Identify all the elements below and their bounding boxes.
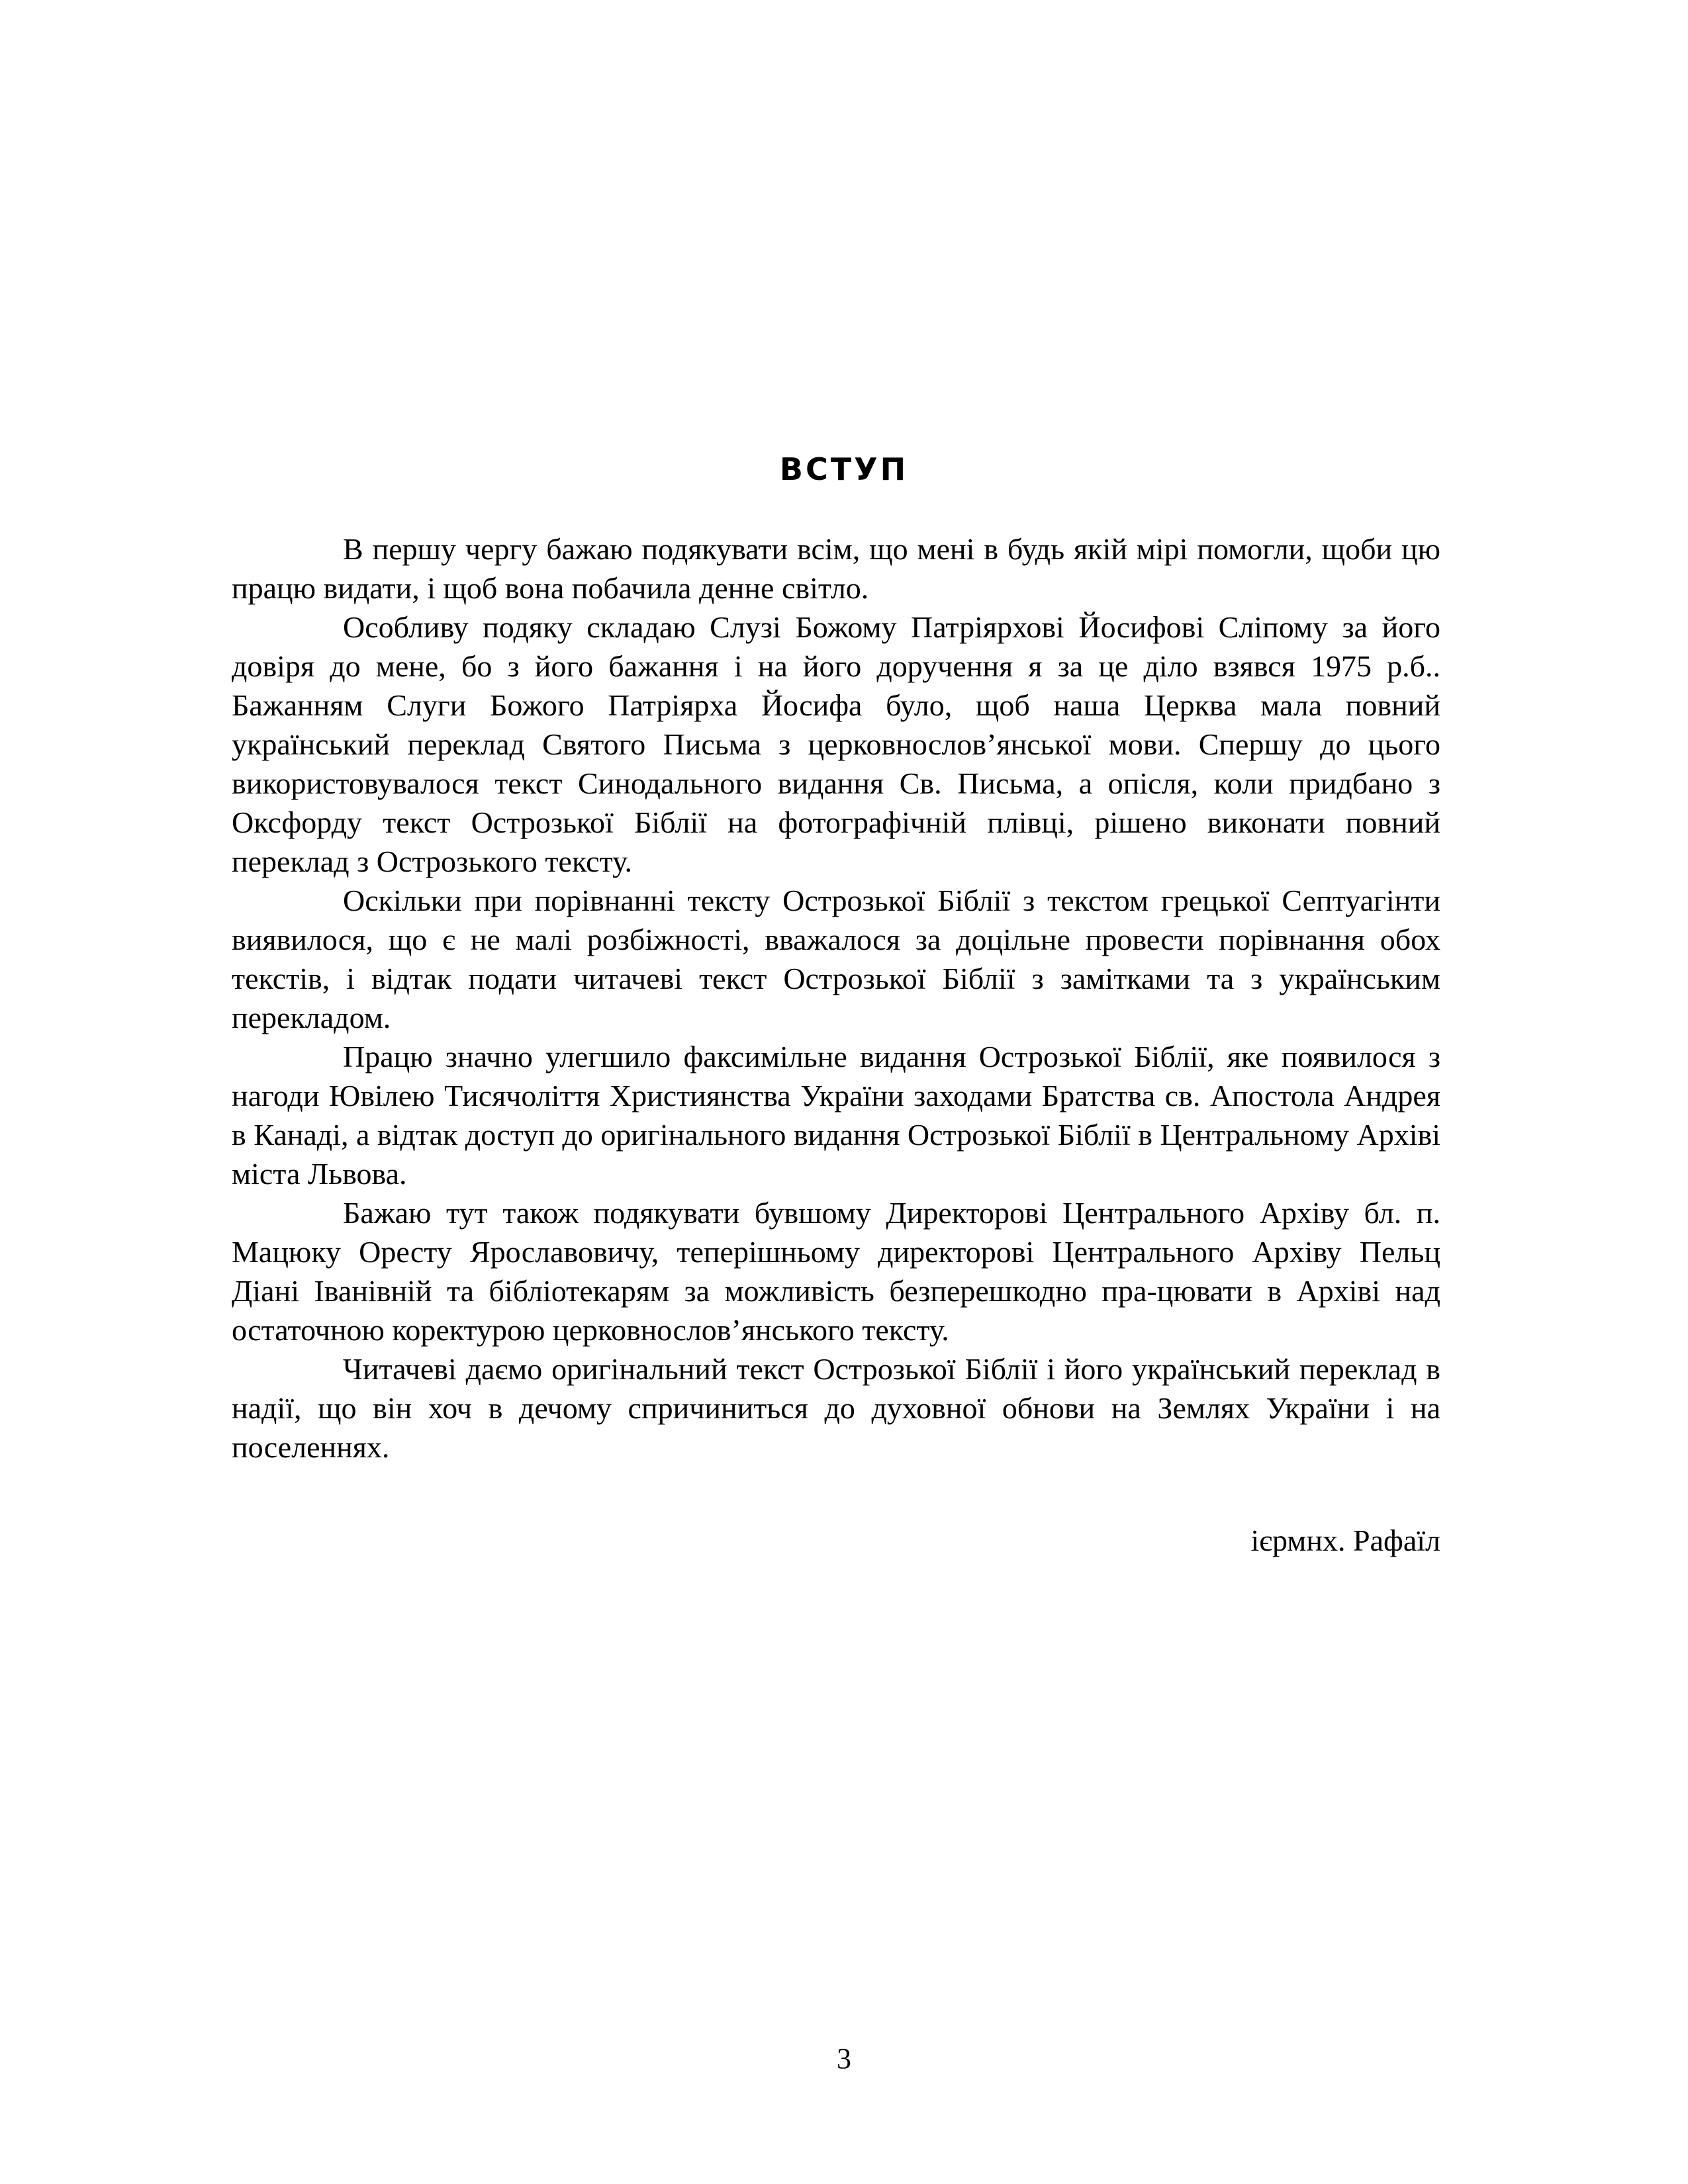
paragraph: В першу чергу бажаю подякувати всім, що мені в будь якій мірі помогли, щоби цю працю видати, і щоб вона побачила денне світло. bbox=[232, 532, 1440, 605]
paragraph: Оскільки при порівнанні тексту Острозької Біблії з текстом грецької Септуагінти виявилося, що є не малі розбіжності, вважалося за доцільне провести порівнання обох текстів, і відтак подати читачеві текст Острозької Біблії з замітками та з українським перекладом. bbox=[232, 884, 1440, 1034]
body-text bbox=[232, 529, 1440, 1467]
paragraph: Читачеві даємо оригінальний текст Острозької Біблії і його український переклад в надії, що він хоч в дечому спричиниться до духовної обнови на Землях України і на поселеннях. bbox=[232, 1352, 1440, 1464]
paragraph: Працю значно улегшило факсимільне видання Острозької Біблії, яке появилося з нагоди Ювілею Тисячоліття Християнства України заходами Братства св. Апостола Андрея в Канаді, а відтак доступ до оригінального видання Острозької Біблії в Центральному Архіві міста Львова. bbox=[232, 1040, 1440, 1191]
signature: ієрмнх. Рафаїл bbox=[1250, 1524, 1440, 1557]
page-title: ВСТУП bbox=[779, 451, 909, 487]
paragraph: Особливу подяку складаю Слузі Божому Патріярхові Йосифові Сліпому за його довіря до мене, бо з його бажання і на його доручення я за це діло взявся 1975 р.б.. Бажанням Слуги Божого Патріярха Йосифа було, щоб наша Церква мала повний український переклад Святого Письма з церковнослов’янської мови. Спершу до цього використовувалося текст Синодального видання Св. Письма, а опісля, коли придбано з Оксфорду текст Острозької Біблії на фотографічній плівці, рішено виконати повний переклад з Острозького тексту. bbox=[232, 610, 1440, 878]
paragraph: Бажаю тут також подякувати бувшому Директорові Центрального Архіву бл. п. Мацюку Оресту Ярославовичу, теперішньому директорові Центрального Архіву Пельц Діані Іванівній та бібліотекарям за можливість безперешкодно пра-цювати в Архіві над остаточною коректурою церковнослов’янського тексту. bbox=[232, 1196, 1440, 1347]
page-number: 3 bbox=[837, 2042, 851, 2075]
